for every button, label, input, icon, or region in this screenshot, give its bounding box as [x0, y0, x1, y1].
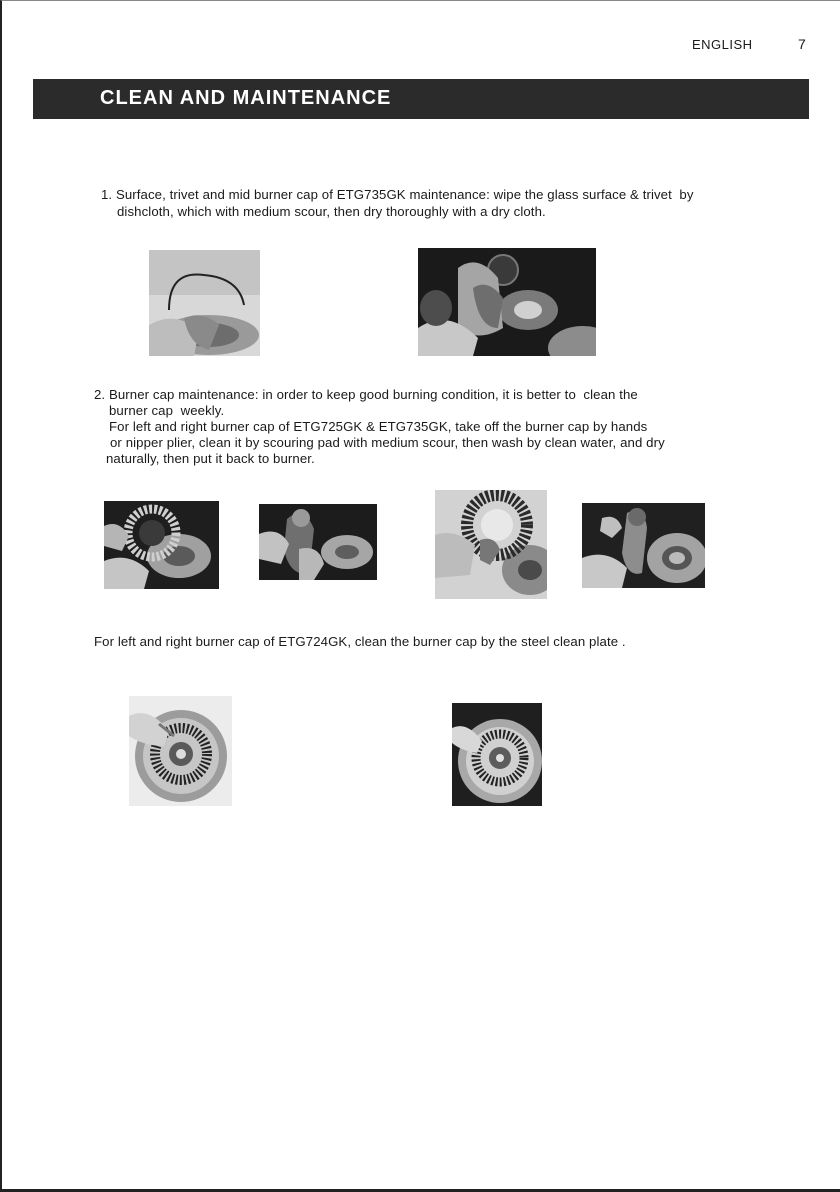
photo-wipe-glass	[418, 248, 596, 356]
photo-wipe-trivet	[149, 250, 260, 356]
step2-line5: naturally, then put it back to burner.	[106, 451, 315, 466]
photo-replace-cap	[582, 503, 705, 588]
section-title: CLEAN AND MAINTENANCE	[100, 87, 392, 109]
photo-steel-plate-2	[452, 703, 542, 806]
page-number: 7	[798, 36, 806, 52]
step2-line3: For left and right burner cap of ETG725GK & ETG735GK, take off the burner cap by hands	[109, 419, 648, 434]
step3-line1: For left and right burner cap of ETG724GK, clean the burner cap by the steel clean plate .	[94, 634, 626, 649]
header-language: ENGLISH	[692, 37, 753, 52]
step1-line1: 1. Surface, trivet and mid burner cap of ETG735GK maintenance: wipe the glass surface & trivet by	[101, 187, 694, 202]
step1-line2: dishcloth, which with medium scour, then dry thoroughly with a dry cloth.	[117, 204, 546, 219]
photo-scour-cap	[259, 504, 377, 580]
section-title-bar	[33, 79, 809, 119]
photo-remove-cap	[104, 501, 219, 589]
photo-steel-plate-1	[129, 696, 232, 806]
step2-line1: 2. Burner cap maintenance: in order to keep good burning condition, it is better to clean the	[94, 387, 638, 402]
step2-line4: or nipper plier, clean it by scouring pad with medium scour, then wash by clean water, and dry	[110, 435, 665, 450]
photo-wash-cap	[435, 490, 547, 599]
step2-line2: burner cap weekly.	[109, 403, 225, 418]
